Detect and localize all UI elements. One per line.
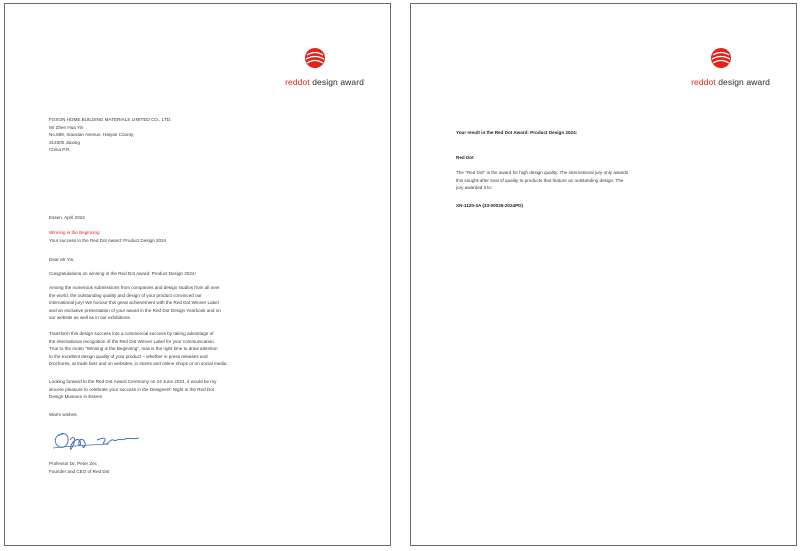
signature [49,428,145,456]
address-line: China P.R. [49,147,71,153]
product-code: XN-1120-3A (33-00026-2024PD) [456,203,523,208]
address-line: 314300 Jiaxing [49,139,80,145]
address-line: No.888, Xiaoxian Avenue, Haiyan County, [49,132,135,138]
reddot-icon [710,46,732,72]
logo-wordmark: reddot design award [691,77,770,87]
subject-title: Winning is the Beginning [49,230,100,235]
place-date: Essen, April 2024 [49,215,85,220]
result-heading: Your result in the Red Dot Award: Product Design 2024: [456,130,578,135]
reddot-icon [304,46,326,72]
subject-block [49,229,166,244]
recipient-address [49,116,171,154]
subject-subtitle: Your success in the Red Dot Award: Product Design 2024 [49,237,167,243]
reddot-logo [650,46,770,86]
closing: Warm wishes, [49,412,78,417]
paragraph-2: Transform this design success into a commercial success by taking advantage of the international recognition of the Red Dot Winner Label for your communication. True to the motto "Winning is the Beginning", now is the right time to draw attention to the excellent design quality of your product – whether in press releases and brochures, at trade fairs and on websites, in stores and online shops or on social media. [49,331,228,367]
result-page [410,3,797,546]
reddot-logo [244,46,364,86]
address-line: FOSON HOME BUILDING MATERIALS LIMITED CO., LTD. [49,117,172,122]
address-line: Mr Zhen Hua Yin [49,124,84,130]
award-name: Red Dot [456,155,474,160]
logo-wordmark: reddot design award [285,77,364,87]
signer-block [49,460,110,475]
signer-title: Founder and CEO of Red Dot [49,468,110,474]
paragraph-1: Among the numerous submissions from companies and design studios from all over the world, the outstanding quality and design of your product convinced our international jury! We honour this great achievement with the Red Dot Winner Label and an exclusive presentation of your award in the Red Dot Design Yearbook and on our website as well as in our exhibitions. [49,285,221,321]
paragraph-3: Looking forward to the Red Dot Award Ceremony on 24 June 2024, it would be my sincere pleasure to celebrate your success in the Designers' Night in the Red Dot Design Museum in Essen! [49,379,217,400]
signer-name: Professor Dr. Peter Zec [49,461,97,466]
award-description: The "Red Dot" is the award for high design quality. The international jury only awards this sought-after seal of quality to products that feature an outstanding design. The jury awarded it to: [456,170,629,191]
salutation: Dear Mr Yin, [49,257,75,262]
letter-page [4,3,391,546]
congrats-line: Congratulations on winning in the Red Dot Award: Product Design 2024! [49,271,196,276]
